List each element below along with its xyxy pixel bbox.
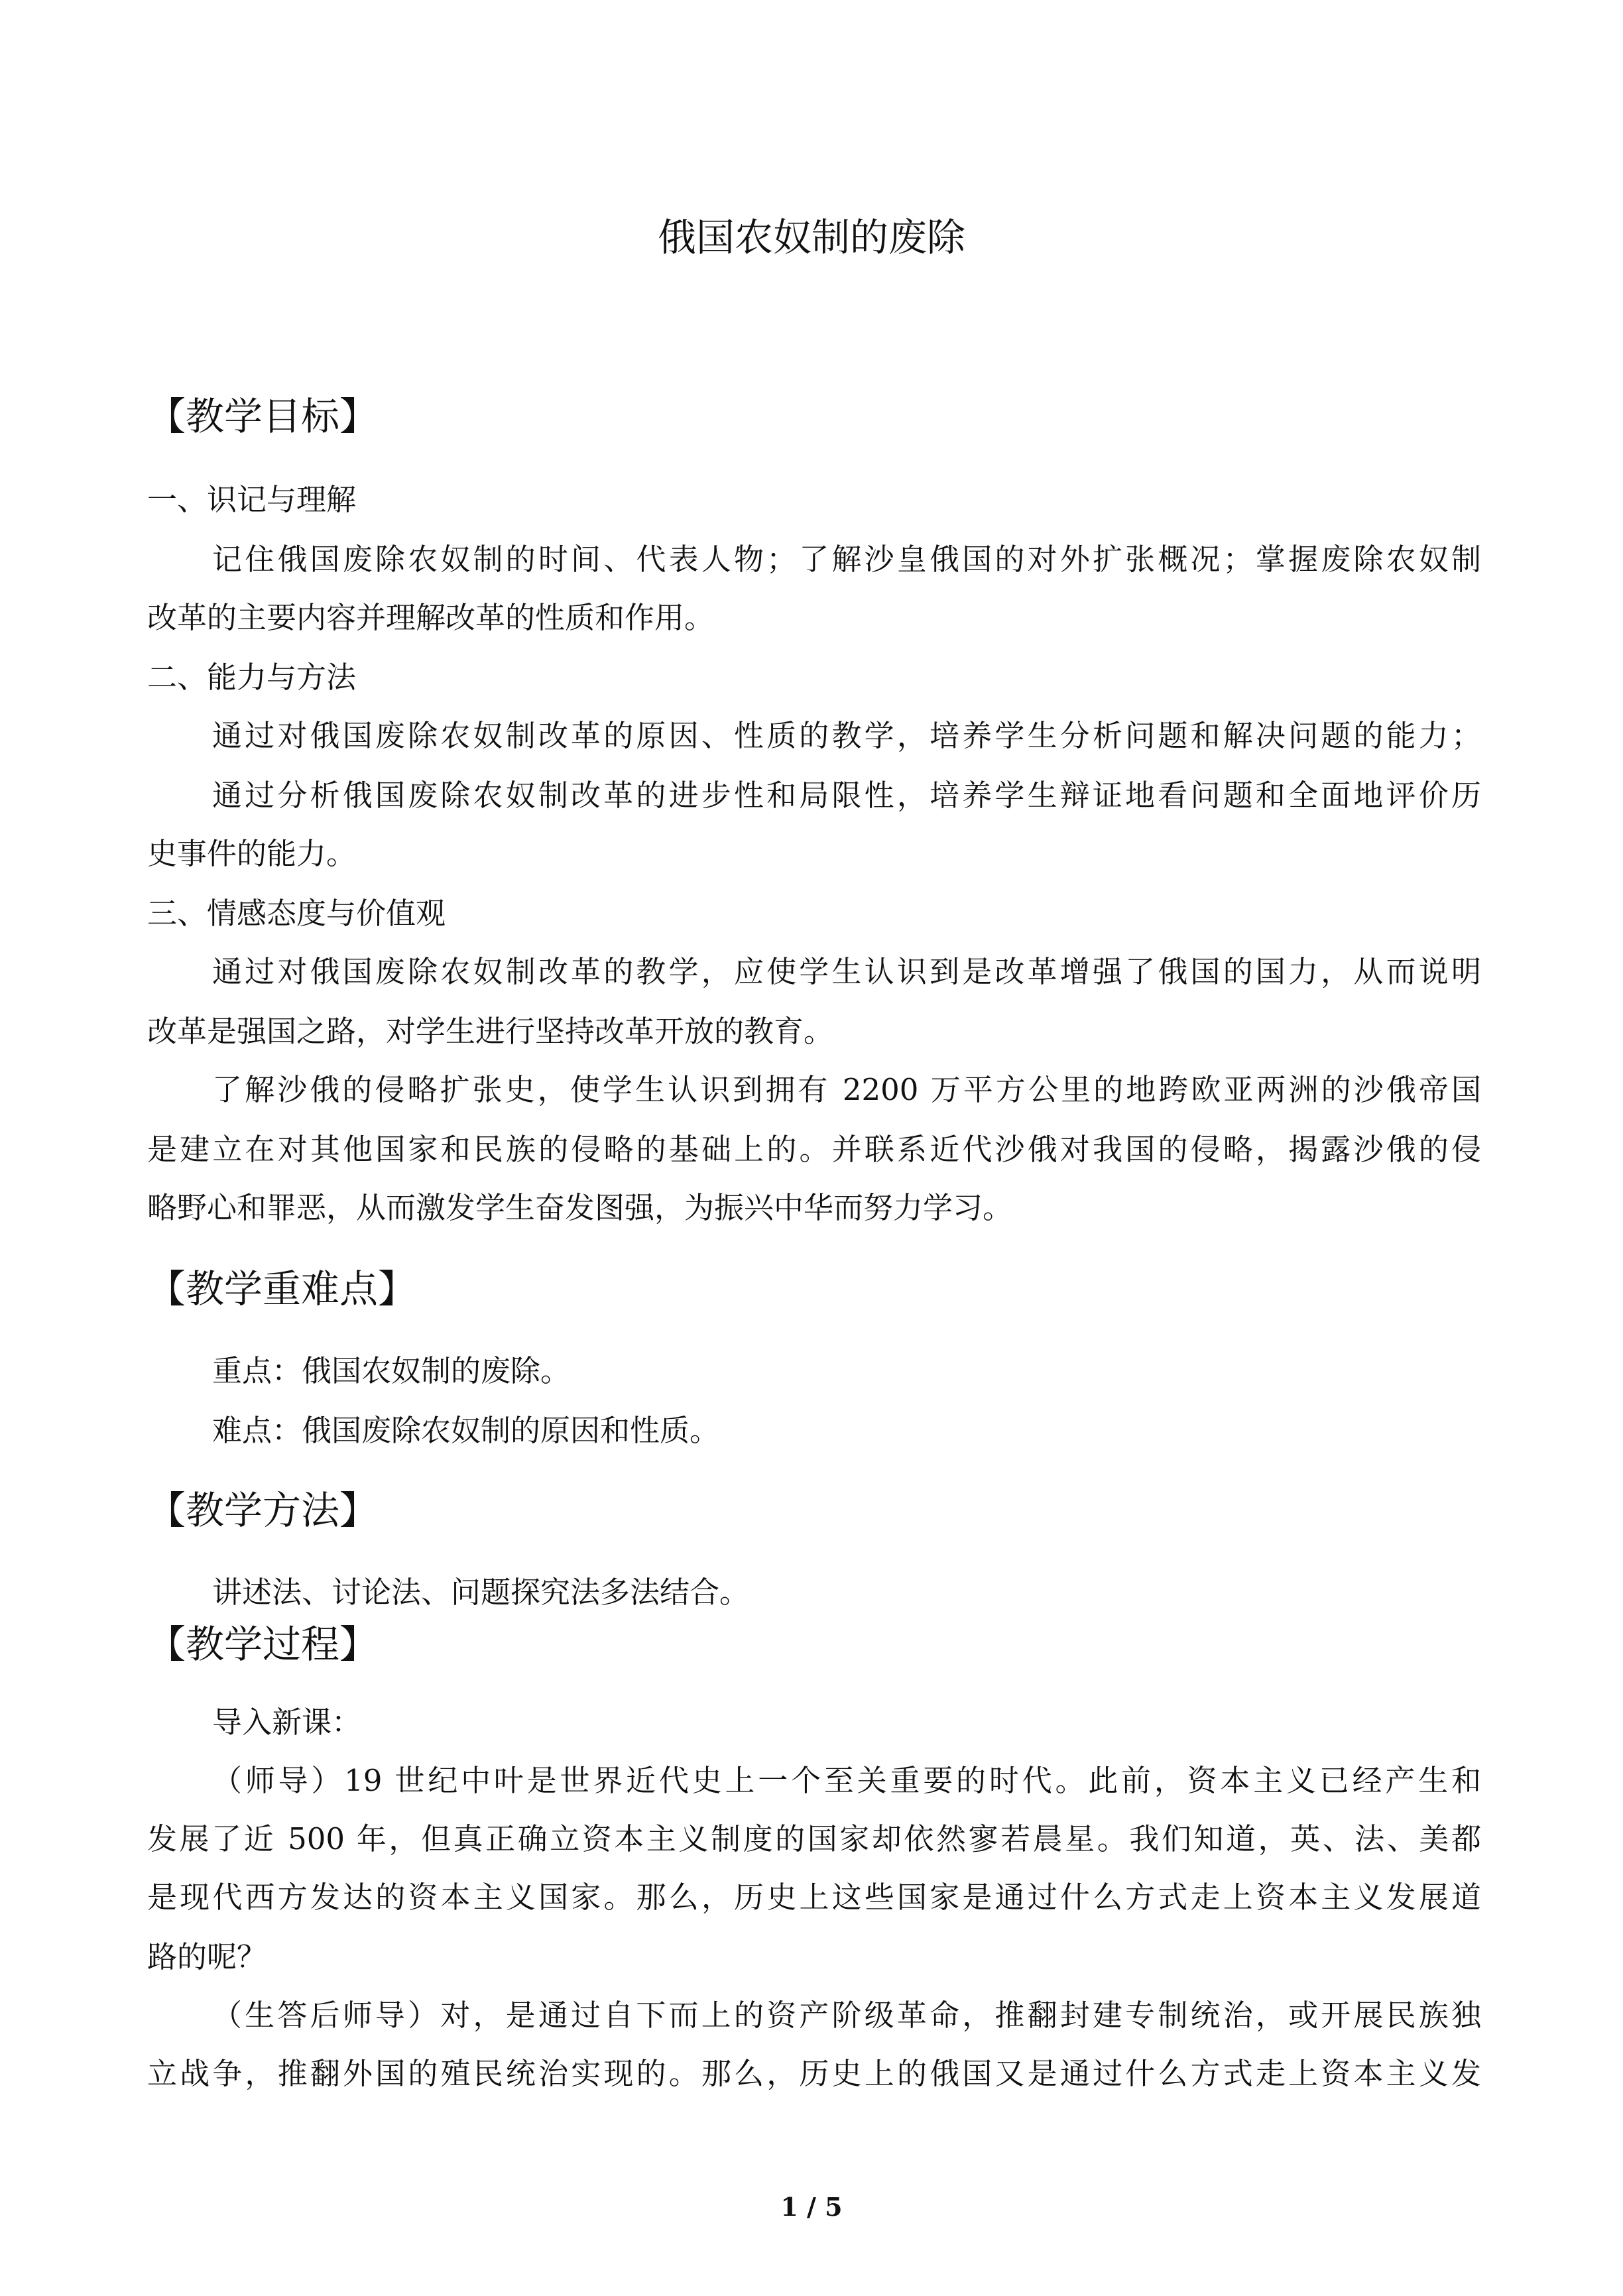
paragraph-line: （师导）19 世纪中叶是世界近代史上一个至关重要的时代。此前，资本主义已经产生和 xyxy=(212,1763,1481,1798)
paragraph-line: 导入新课： xyxy=(212,1705,362,1740)
paragraph-line: 难点：俄国废除农奴制的原因和性质。 xyxy=(212,1413,720,1448)
paragraph-line: 发展了近 500 年，但真正确立资本主义制度的国家却依然寥若晨星。我们知道，英、法、美都 xyxy=(147,1821,1481,1856)
paragraph-line: 通过对俄国废除农奴制改革的教学，应使学生认识到是改革增强了俄国的国力，从而说明 xyxy=(212,954,1481,989)
paragraph-line: 通过对俄国废除农奴制改革的原因、性质的教学，培养学生分析问题和解决问题的能力； xyxy=(212,718,1481,753)
subsection-heading: 三、情感态度与价值观 xyxy=(147,896,446,931)
paragraph-line: 通过分析俄国废除农奴制改革的进步性和局限性，培养学生辩证地看问题和全面地评价历 xyxy=(212,778,1481,813)
paragraph-line: 路的呢？ xyxy=(147,1939,267,1974)
paragraph-line: 改革是强国之路，对学生进行坚持改革开放的教育。 xyxy=(147,1014,834,1049)
paragraph-line: 讲述法、讨论法、问题探究法多法结合。 xyxy=(212,1575,750,1610)
paragraph-line: 记住俄国废除农奴制的时间、代表人物；了解沙皇俄国的对外扩张概况；掌握废除农奴制 xyxy=(212,542,1481,577)
paragraph-line: （生答后师导）对，是通过自下而上的资产阶级革命，推翻封建专制统治，或开展民族独 xyxy=(212,1998,1481,2033)
document-title: 俄国农奴制的废除 xyxy=(657,215,965,260)
paragraph-line: 了解沙俄的侵略扩张史，使学生认识到拥有 2200 万平方公里的地跨欧亚两洲的沙俄帝国 xyxy=(212,1072,1481,1107)
paragraph-line: 略野心和罪恶，从而激发学生奋发图强，为振兴中华而努力学习。 xyxy=(147,1190,1013,1225)
paragraph-line: 史事件的能力。 xyxy=(147,836,357,871)
section-heading-methods: 【教学方法】 xyxy=(147,1488,379,1533)
paragraph-line: 重点：俄国农奴制的废除。 xyxy=(212,1353,571,1388)
paragraph-line: 改革的主要内容并理解改革的性质和作用。 xyxy=(147,600,715,635)
section-heading-objectives: 【教学目标】 xyxy=(147,394,379,439)
paragraph-line: 是现代西方发达的资本主义国家。那么，历史上这些国家是通过什么方式走上资本主义发展道 xyxy=(147,1880,1481,1915)
paragraph-line: 是建立在对其他国家和民族的侵略的基础上的。并联系近代沙俄对我国的侵略，揭露沙俄的侵 xyxy=(147,1132,1481,1167)
page-number: 1 / 5 xyxy=(780,2192,843,2222)
subsection-heading: 一、识记与理解 xyxy=(147,482,357,517)
paragraph-line: 立战争，推翻外国的殖民统治实现的。那么，历史上的俄国又是通过什么方式走上资本主义发 xyxy=(147,2056,1481,2091)
subsection-heading: 二、能力与方法 xyxy=(147,660,357,695)
section-heading-process: 【教学过程】 xyxy=(147,1622,379,1667)
section-heading-key-points: 【教学重难点】 xyxy=(147,1266,417,1311)
